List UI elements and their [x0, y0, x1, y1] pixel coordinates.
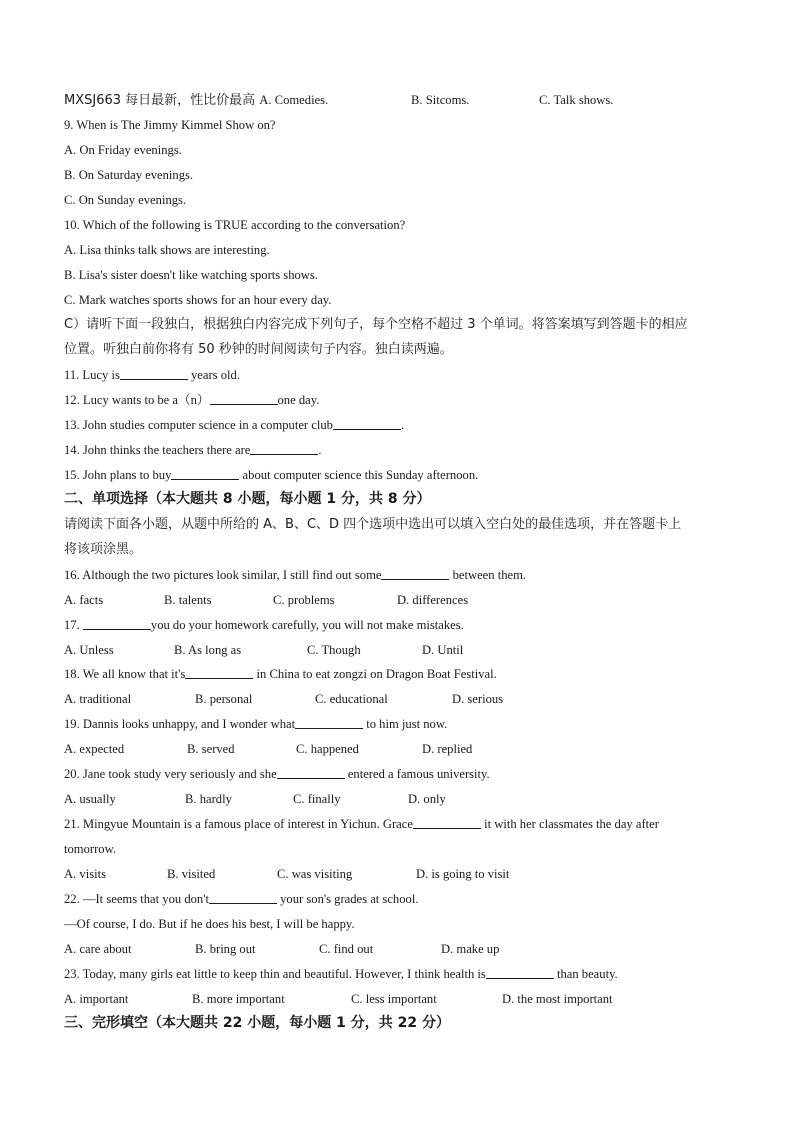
question-text: than beauty. — [553, 967, 618, 981]
question-text: 15. John plans to buy — [64, 468, 172, 482]
instruction-text: 将该项涂黑。 — [64, 542, 143, 557]
option-a[interactable]: A. traditional — [64, 692, 132, 706]
option-a: A. Lisa thinks talk shows are interesting. — [64, 243, 270, 257]
option-d[interactable]: D. is going to visit — [416, 867, 510, 881]
option-b[interactable]: B. As long as — [174, 643, 242, 657]
option-d[interactable]: D. differences — [397, 593, 469, 607]
option-c[interactable]: C. happened — [296, 742, 359, 756]
option-a: A. On Friday evenings. — [64, 143, 182, 157]
question-text: . — [318, 443, 322, 457]
section-heading: 二、单项选择（本大题共 8 小题，每小题 1 分，共 8 分） — [64, 491, 431, 507]
option-a[interactable]: A. important — [64, 992, 129, 1006]
option-c[interactable]: C. finally — [293, 792, 341, 806]
question-text: . — [400, 418, 405, 432]
option-d[interactable]: D. replied — [422, 742, 473, 756]
option-b: B. Lisa's sister doesn't like watching sports shows. — [64, 268, 318, 282]
option-c: C. Talk shows. — [539, 93, 614, 107]
option-a[interactable]: A. Unless — [64, 643, 114, 657]
option-d[interactable]: D. serious — [452, 692, 504, 706]
question-text: 20. Jane took study very seriously and she — [64, 767, 277, 781]
question-text: to him just now. — [363, 717, 448, 731]
answer-blank[interactable] — [381, 567, 449, 580]
question-text: 21. Mingyue Mountain is a famous place of interest in Yichun. Grace — [64, 817, 413, 831]
question-text: 22. —It seems that you don't — [64, 892, 209, 906]
option-c[interactable]: C. was visiting — [277, 867, 353, 881]
q8-options-line — [64, 92, 328, 109]
answer-blank[interactable] — [210, 392, 278, 405]
answer-blank[interactable] — [83, 617, 151, 630]
question-text: 16. Although the two pictures look similar, I still find out some — [64, 568, 382, 582]
question-text: 13. John studies computer science in a computer club — [64, 418, 333, 432]
option-c[interactable]: C. less important — [351, 992, 437, 1006]
answer-blank[interactable] — [486, 966, 554, 979]
option-a[interactable]: A. expected — [64, 742, 125, 756]
question-19 — [64, 716, 447, 732]
question-text: 17. — [64, 618, 83, 632]
question-11 — [64, 367, 240, 383]
question-text: 14. John thinks the teachers there are — [64, 443, 251, 457]
question-text: in China to eat zongzi on Dragon Boat Festival. — [253, 667, 497, 681]
option-b[interactable]: B. hardly — [185, 792, 232, 806]
answer-blank[interactable] — [413, 816, 481, 829]
question-text: about computer science this Sunday afternoon. — [239, 468, 479, 482]
option-b[interactable]: B. served — [187, 742, 235, 756]
question-text: your son's grades at school. — [276, 892, 419, 906]
answer-blank[interactable] — [277, 766, 345, 779]
question-23 — [64, 966, 618, 982]
question-13 — [64, 417, 404, 433]
question-stem: 9. When is The Jimmy Kimmel Show on? — [64, 118, 276, 132]
option-c: C. Mark watches sports shows for an hour every day. — [64, 293, 332, 307]
option-c[interactable]: C. Though — [307, 643, 361, 657]
question-text: years old. — [187, 368, 240, 382]
option-d[interactable]: D. the most important — [502, 992, 613, 1006]
option-b: B. Sitcoms. — [411, 93, 470, 107]
question-text: 18. We all know that it's — [64, 667, 186, 681]
option-c[interactable]: C. educational — [315, 692, 388, 706]
option-a[interactable]: A. visits — [64, 867, 106, 881]
watermark-text: MXSJ663 每日最新，性比价最高 — [64, 93, 260, 108]
option-c: C. On Sunday evenings. — [64, 193, 187, 207]
option-d[interactable]: D. Until — [422, 643, 464, 657]
instruction-text: C）请听下面一段独白，根据独白内容完成下列句子，每个空格不超过 3 个单词。将答案填写到答题卡的相应 — [64, 317, 688, 332]
question-text: 19. Dannis looks unhappy, and I wonder what — [64, 717, 296, 731]
answer-blank[interactable] — [185, 666, 253, 679]
option-a: A. Comedies. — [259, 93, 329, 107]
instruction-text: 请阅读下面各小题，从题中所给的 A、B、C、D 四个选项中选出可以填入空白处的最佳选项，并在答题卡上 — [64, 517, 682, 532]
answer-blank[interactable] — [250, 442, 318, 455]
option-b: B. On Saturday evenings. — [64, 168, 194, 182]
section-heading: 三、完形填空（本大题共 22 小题，每小题 1 分，共 22 分） — [64, 1015, 450, 1031]
option-b[interactable]: B. more important — [192, 992, 285, 1006]
question-text: between them. — [449, 568, 527, 582]
option-a[interactable]: A. usually — [64, 792, 116, 806]
question-text: it with her classmates the day after — [480, 817, 659, 831]
option-a[interactable]: A. facts — [64, 593, 104, 607]
answer-blank[interactable] — [209, 891, 277, 904]
question-22 — [64, 891, 418, 907]
instruction-text: 位置。听独白前你将有 50 秒钟的时间阅读句子内容。独白读两遍。 — [64, 342, 453, 357]
question-text: you do your homework carefully, you will not make mistakes. — [150, 618, 464, 632]
answer-blank[interactable] — [333, 417, 401, 430]
question-18 — [64, 666, 497, 682]
question-12 — [64, 392, 319, 408]
question-16 — [64, 567, 526, 583]
option-c[interactable]: C. find out — [319, 942, 374, 956]
option-d[interactable]: D. make up — [441, 942, 500, 956]
question-text: tomorrow. — [64, 842, 116, 856]
question-stem: 10. Which of the following is TRUE according to the conversation? — [64, 218, 406, 232]
question-21 — [64, 816, 659, 832]
question-text: entered a famous university. — [344, 767, 490, 781]
question-text: one day. — [277, 393, 320, 407]
question-text: 11. Lucy is — [64, 368, 120, 382]
option-b[interactable]: B. visited — [167, 867, 216, 881]
answer-blank[interactable] — [295, 716, 363, 729]
option-b[interactable]: B. bring out — [195, 942, 256, 956]
answer-blank[interactable] — [120, 367, 188, 380]
option-a[interactable]: A. care about — [64, 942, 132, 956]
question-text: 12. Lucy wants to be a（n） — [64, 393, 210, 407]
option-b[interactable]: B. personal — [195, 692, 253, 706]
answer-blank[interactable] — [171, 467, 239, 480]
question-20 — [64, 766, 490, 782]
option-b[interactable]: B. talents — [164, 593, 212, 607]
question-14 — [64, 442, 322, 458]
question-17 — [64, 617, 464, 633]
option-c[interactable]: C. problems — [273, 593, 335, 607]
question-text: 23. Today, many girls eat little to keep thin and beautiful. However, I think health is — [64, 967, 486, 981]
dialogue-reply: —Of course, I do. But if he does his best, I will be happy. — [64, 917, 355, 931]
option-d[interactable]: D. only — [408, 792, 446, 806]
question-15 — [64, 467, 478, 483]
